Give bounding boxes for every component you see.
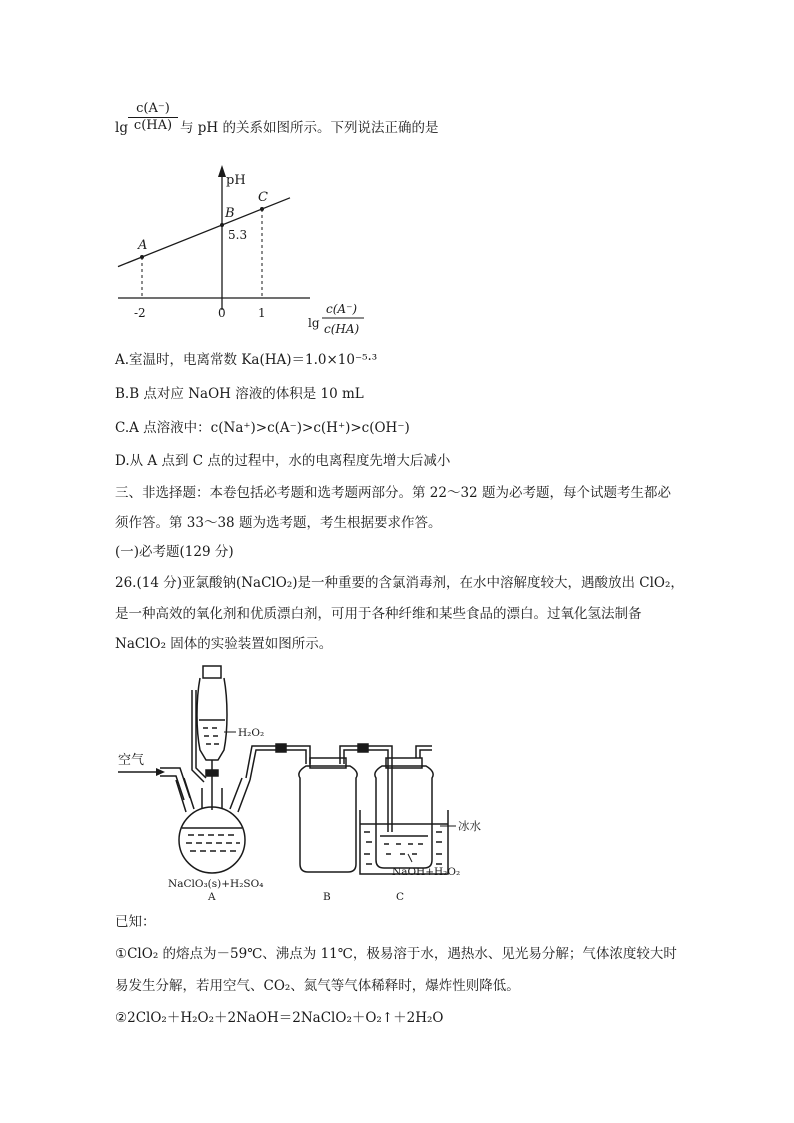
q26-line-2: 是一种高效的氧化剂和优质漂白剂，可用于各种纤维和某些食品的漂白。过氧化氢法制备: [115, 606, 642, 622]
x-axis-label-den: c(HA): [324, 322, 360, 336]
flask-a-liquid-waves: [186, 835, 240, 851]
intro-text: 与 pH 的关系如图所示。下列说法正确的是: [180, 120, 439, 136]
tube-connector-2: [358, 744, 368, 752]
ice-bath: [360, 810, 448, 874]
flask-a-side-neck-right: [230, 778, 250, 812]
tube-c-out: [416, 746, 432, 758]
label-h2o2: H₂O₂: [238, 727, 265, 739]
label-ice-water: 冰水: [458, 819, 481, 833]
x-tick-label-1: 0: [218, 306, 226, 320]
tube-a-to-b: [246, 746, 300, 780]
point-label-a: A: [138, 238, 148, 253]
known-item-1-line-1: ①ClO₂ 的熔点为－59℃、沸点为 11℃，极易溶于水，遇热水、见光易分解；气体浓度较大时: [115, 946, 677, 962]
funnel-stopcock: [206, 770, 218, 776]
intro-lg: lg: [115, 120, 128, 136]
section-sub: (一)必考题(129 分): [115, 544, 234, 560]
point-label-b: B: [225, 206, 235, 221]
label-air: 空气: [118, 753, 145, 768]
intro-fraction: [128, 101, 178, 133]
known-title: 已知：: [115, 914, 156, 930]
air-arrow-head: [156, 768, 165, 776]
label-c: C: [396, 891, 405, 903]
q26-line-3: NaClO₂ 固体的实验装置如图所示。: [115, 636, 333, 652]
label-c-contents: NaOH+H₂O₂: [392, 866, 461, 878]
y-axis-label: pH: [226, 173, 246, 188]
label-a: A: [208, 891, 216, 903]
option-c: C.A 点溶液中：c(Na⁺)>c(A⁻)>c(H⁺)>c(OH⁻): [115, 420, 410, 436]
intro-fraction-denominator: c(HA): [133, 118, 173, 133]
bottle-c-liquid-waves: [384, 844, 423, 854]
option-b: B.B 点对应 NaOH 溶液的体积是 10 mL: [115, 386, 364, 402]
x-axis-label-num: c(A⁻): [326, 302, 358, 316]
section-line-2: 须作答。第 33～38 题为选考题，考生根据要求作答。: [115, 515, 442, 531]
point-label-c: C: [258, 190, 268, 205]
intro-fraction-numerator: c(A⁻): [128, 101, 178, 118]
apparatus-diagram: [0, 660, 794, 903]
x-axis-label-lg: lg: [308, 316, 320, 330]
pressure-tube: [192, 690, 206, 782]
tube-b-in: [300, 746, 310, 764]
option-a: A.室温时，电离常数 Ka(HA)＝1.0×10⁻⁵·³: [115, 352, 378, 368]
known-item-2: ②2ClO₂＋H₂O₂＋2NaOH＝2NaClO₂＋O₂↑＋2H₂O: [115, 1010, 444, 1026]
bottle-b: [299, 766, 357, 872]
option-d: D.从 A 点到 C 点的过程中，水的电离程度先增大后减小: [115, 453, 451, 469]
x-tick-label-2: 1: [258, 306, 266, 320]
x-tick-label-0: -2: [134, 306, 146, 320]
bottle-c: [375, 766, 433, 868]
section-line-1: 三、非选择题：本卷包括必考题和选考题两部分。第 22～32 题为必考题，每个试题考生都必: [115, 485, 671, 501]
point-b: [220, 223, 224, 227]
label-flask-contents: NaClO₃(s)+H₂SO₄: [168, 878, 264, 890]
known-item-1-line-2: 易发生分解，若用空气、CO₂、氮气等气体稀释时，爆炸性则降低。: [115, 978, 520, 994]
flask-a: [179, 807, 245, 873]
q26-line-1: 26.(14 分)亚氯酸钠(NaClO₂)是一种重要的含氯消毒剂，在水中溶解度较大，遇酸放出 ClO₂，: [115, 575, 684, 591]
point-b-value-label: 5.3: [228, 228, 248, 242]
tube-connector-1: [276, 744, 286, 752]
label-b: B: [323, 891, 331, 903]
funnel-liquid-waves: [203, 728, 219, 744]
leader-c-contents: [408, 854, 412, 862]
y-axis-arrow: [218, 165, 226, 177]
funnel-body: [197, 678, 227, 760]
funnel-stopper: [203, 666, 221, 678]
